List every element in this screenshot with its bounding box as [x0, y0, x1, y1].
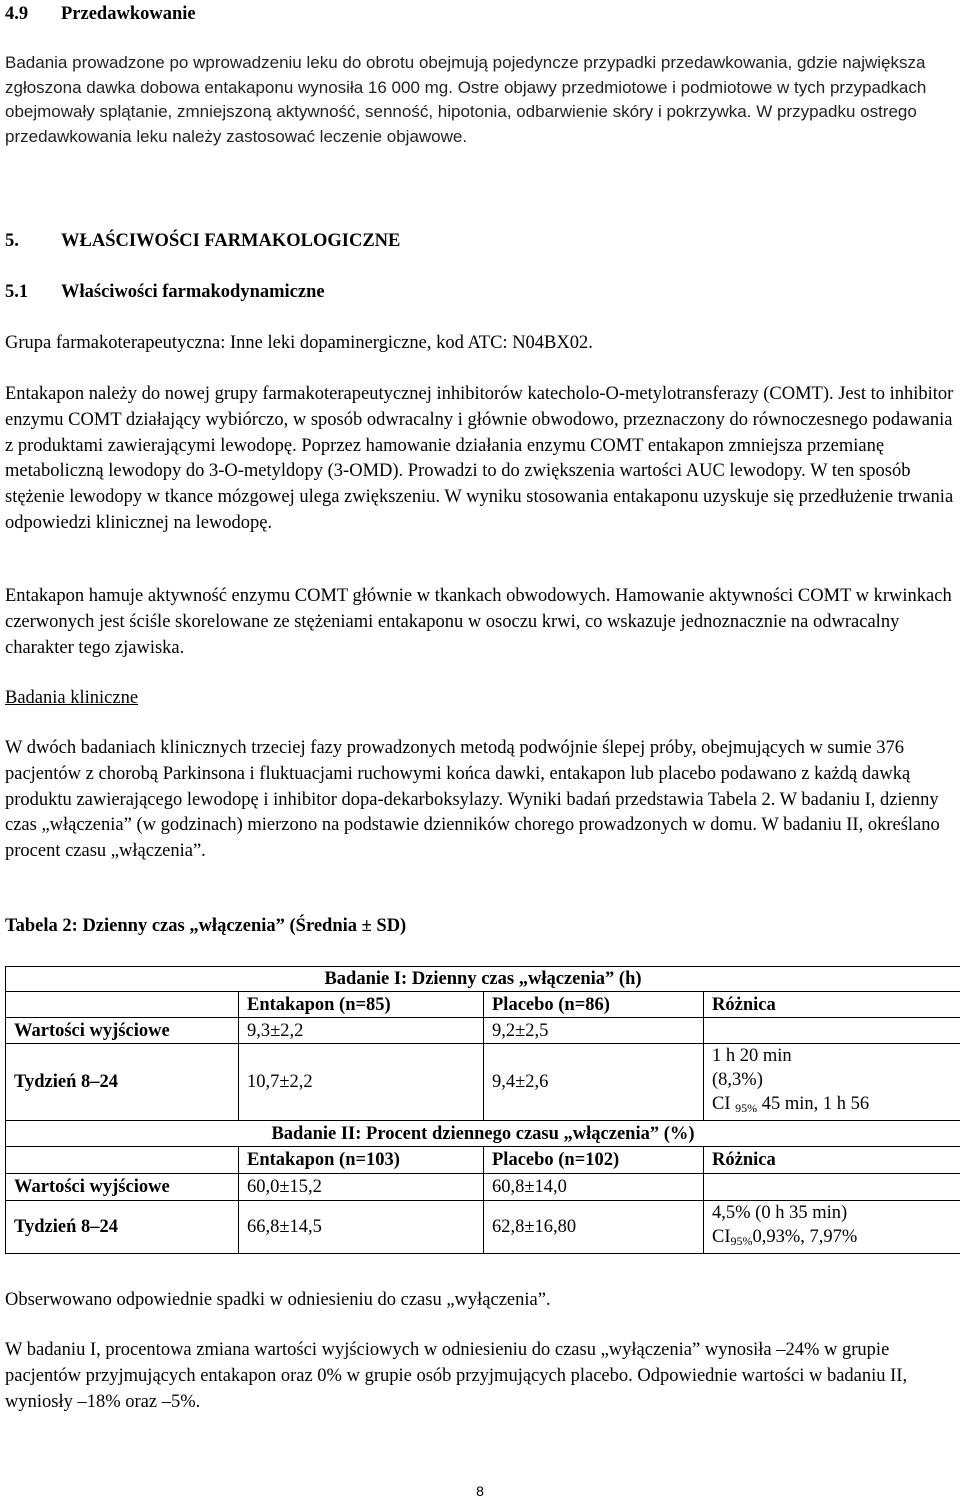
table-row — [6, 1174, 960, 1201]
table-row — [6, 1044, 960, 1121]
table-row — [6, 1147, 960, 1174]
page-number: 8 — [476, 1483, 484, 1499]
table-row — [6, 967, 960, 992]
study1-title: Badanie I: Dzienny czas „włączenia” (h) — [6, 967, 960, 992]
atc-value: Inne leki dopaminergiczne, kod ATC: N04BX02. — [225, 333, 593, 353]
column-header: Różnica — [704, 992, 960, 1018]
section-5-1-heading — [5, 280, 325, 306]
table-cell: 60,0±15,2 — [239, 1174, 484, 1201]
mechanism-paragraph: Entakapon należy do nowej grupy farmakoterapeutycznej inhibitorów katecholo-O-metylotransferazy (COMT). Jest to inhibitor enzymu COMT działający wybiórczo, w sposób odwracalny i głównie obwodowo, przeznaczony do równoczesnego podawania z produktami zawierającymi lewodopę. Poprzez hamowanie działania enzymu COMT entakapon zmniejsza przemianę metaboliczną lewodopy do 3-O-metyldopy (3-OMD). Prowadzi to do zwiększenia wartości AUC lewodopy. W ten sposób stężenie lewodopy w tkance mózgowej ulega zwiększeniu. W wyniku stosowania entakaponu uzyskuje się przedłużenie trwania odpowiedzi klinicznej na lewodopę. — [5, 384, 954, 533]
row-label: Wartości wyjściowe — [6, 1018, 239, 1044]
clinical-studies-heading: Badania kliniczne — [5, 688, 139, 708]
section-number: 5. — [5, 231, 19, 251]
study2-title: Badanie II: Procent dziennego czasu „włączenia” (%) — [6, 1121, 960, 1147]
atc-label: Grupa farmakoterapeutyczna: — [5, 333, 226, 353]
column-header: Entakapon (n=103) — [239, 1147, 484, 1174]
table-cell: 9,3±2,2 — [239, 1018, 484, 1044]
table-cell: 9,4±2,6 — [484, 1044, 704, 1121]
table-caption: Tabela 2: Dzienny czas „włączenia” (Średnia ± SD) — [5, 916, 407, 936]
table-row — [6, 1201, 960, 1254]
section-title: Właściwości farmakodynamiczne — [61, 282, 325, 302]
table-cell: 10,7±2,2 — [239, 1044, 484, 1121]
row-label: Wartości wyjściowe — [6, 1174, 239, 1201]
table-cell — [704, 1174, 960, 1201]
table-row — [6, 1121, 960, 1147]
results-table — [5, 966, 960, 1254]
row-label: Tydzień 8–24 — [6, 1201, 239, 1254]
column-header: Entakapon (n=85) — [239, 992, 484, 1018]
section-title: Przedawkowanie — [61, 4, 196, 24]
clinical-studies-paragraph: W dwóch badaniach klinicznych trzeciej fazy prowadzonych metodą podwójnie ślepej próby, obejmujących w sumie 376 pacjentów z chorobą Parkinsona i fluktuacjami ruchowymi końca dawki, entakapon lub placebo podawano z każdą dawką produktu zawierającego lewodopę i inhibitor dopa-dekarboksylazy. Wyniki badań przedstawia Tabela 2. W badaniu I, dzienny czas „włączenia” (w godzinach) mierzono na podstawie dzienników chorego prowadzonych w domu. W badaniu II, określano procent czasu „włączenia”. — [5, 738, 940, 862]
section-number: 4.9 — [5, 4, 29, 24]
section-5-heading — [5, 229, 400, 255]
table-row — [6, 1018, 960, 1044]
column-header: Placebo (n=86) — [484, 992, 704, 1018]
table-cell — [704, 1018, 960, 1044]
column-header: Placebo (n=102) — [484, 1147, 704, 1174]
table-cell: 9,2±2,5 — [484, 1018, 704, 1044]
difference-cell — [704, 1044, 960, 1121]
table-row — [6, 992, 960, 1018]
difference-value: 1 h 20 min — [712, 1046, 792, 1066]
table-cell: 62,8±16,80 — [484, 1201, 704, 1254]
inhibition-paragraph: Entakapon hamuje aktywność enzymu COMT głównie w tkankach obwodowych. Hamowanie aktywności COMT w krwinkach czerwonych jest ściśle skorelowane ze stężeniami entakaponu w osoczu krwi, co wskazuje jednoznacznie na odwracalny charakter tego zjawiska. — [5, 586, 952, 658]
confidence-interval: $CI_{95\%}0,93\%$, 7,97% — [712, 1227, 858, 1248]
column-header: Różnica — [704, 1147, 960, 1174]
difference-value: 4,5% (0 h 35 min) — [712, 1203, 848, 1223]
difference-cell — [704, 1201, 960, 1254]
percent-change-paragraph: W badaniu I, procentowa zmiana wartości wyjściowych w odniesieniu do czasu „wyłączenia” wynosiła –24% w grupie pacjentów przyjmujących entakapon oraz 0% w grupie osób przyjmujących placebo. Odpowiednie wartości w badaniu II, wyniosły –18% oraz –5%. — [5, 1340, 908, 1412]
section-title: WŁAŚCIWOŚCI FARMAKOLOGICZNE — [61, 231, 401, 251]
row-label: Tydzień 8–24 — [6, 1044, 239, 1121]
overdose-paragraph: Badania prowadzone po wprowadzeniu leku do obrotu obejmują pojedyncze przypadki przedawkowania, gdzie największa zgłoszona dawka dobowa entakaponu wynosiła 16 000 mg. Ostre objawy przedmiotowe i podmiotowe w tych przypadkach obejmowały splątanie, zmniejszoną aktywność, senność, hipotonia, odbarwienie skóry i pokrzywka. W przypadku ostrego przedawkowania leku należy zastosować leczenie objawowe. — [5, 53, 927, 146]
section-4-9-heading — [5, 2, 196, 28]
difference-percent: (8,3%) — [712, 1070, 763, 1090]
section-number: 5.1 — [5, 282, 29, 302]
off-time-paragraph: Obserwowano odpowiednie spadki w odniesieniu do czasu „wyłączenia”. — [5, 1290, 551, 1310]
table-cell: 66,8±14,5 — [239, 1201, 484, 1254]
confidence-interval: CI $_{95\%}$ 45 min, 1 h 56 — [712, 1094, 870, 1115]
table-cell: 60,8±14,0 — [484, 1174, 704, 1201]
atc-line — [5, 331, 955, 357]
